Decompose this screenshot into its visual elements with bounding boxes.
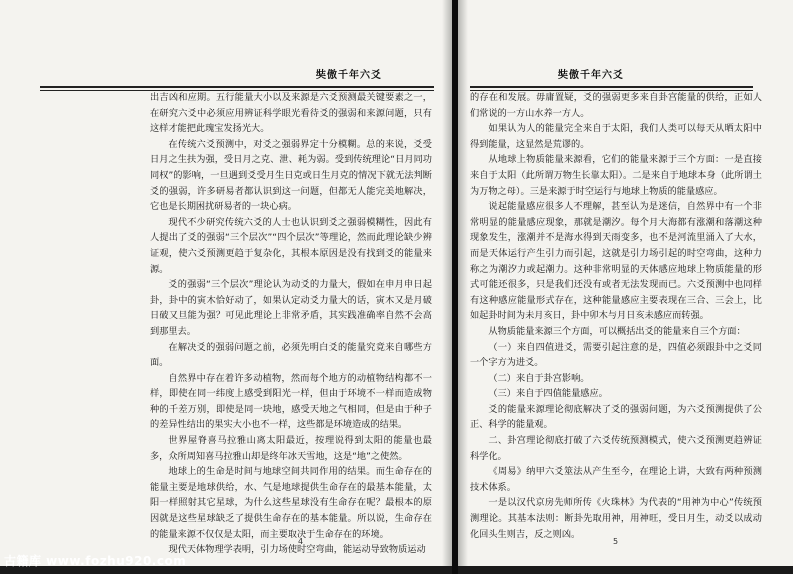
site-watermark: 古籍库 www.fozhu920.com <box>4 554 187 568</box>
paragraph: 从物质能量来源三个方面，可以概括出爻的能量来自三个方面： <box>488 325 746 337</box>
paragraph: 《周易》纳甲六爻筮法从产生至今，在理论上讲，大致有两种预测技术体系。 <box>470 466 762 493</box>
paragraph: （三）来自于四值能量感应。 <box>488 388 608 400</box>
paragraph: 爻的强弱“三个层次”理论认为动爻的力量大，假如在申月申日起卦，卦中的寅木恰好动了，如果认定动爻力量大的话，寅木又是月破日破又旦能为强？可见此理论上非常矛盾，其实践准确率自然不会高到那里去。 <box>150 279 432 337</box>
paragraph: 现代天体物理学表明，引力场使时空弯曲，能运动导致物质运动 <box>168 544 426 556</box>
page-edge-shadow <box>442 0 452 566</box>
paragraph: （二）来自于卦宫影响。 <box>488 372 590 384</box>
running-header: 奘傲千年六爻 <box>558 70 624 81</box>
right-page <box>458 0 793 566</box>
paragraph: 说起能量感应很多人不理解，甚至认为是迷信，自然界中有一个非常明显的能量感应现象，那就是潮汐。每个月大海都有涨潮和落潮这种现象发生，涨潮并不是海水得到天雨变多，也不是河流里涌入了大水，而是天体运行产生引力而引起，这就是引力场引起的时空弯曲，这种力称之为潮汐力或起潮力。这种非常明显的天体感应地球上物质能量的形式可能还很多，只是我们还没有或者无法发现而已。六爻预测中也同样有这种感应能量形式存在，这种能量感应主要表现在三合、三会上，比如起卦时间为未月亥日，卦中卯木与月日亥未感应而转强。 <box>470 201 762 322</box>
paragraph: 在传统六爻预测中，对爻之强弱界定十分模糊。总的来说，爻受日月之生扶为强，受日月之克、泄、耗为弱。受到传统理论“日月同功同权”的影响，一旦遇到爻受月生日克或日生月克的情况下就无法判断爻的强弱，许多研易者都认识到这一问题，但都无人能完美地解决，它也是长期困扰研易者的一块心病。 <box>150 138 432 213</box>
running-header: 奘傲千年六爻 <box>316 70 382 81</box>
body-text <box>150 90 432 558</box>
page-number: 5 <box>613 537 619 546</box>
paragraph: 如果认为人的能量完全来自于太阳，我们人类可以每天从晒太阳中得到能量，这显然是荒谬的。 <box>470 123 762 150</box>
paragraph: 一是以汉代京房先师所传《火珠林》为代表的“用神为中心”传统预测理论。其基本法则：断卦先取用神，用神旺，受日月生，动爻以成动化回头生则吉，反之则凶。 <box>470 497 762 540</box>
page-number: 4 <box>298 537 304 546</box>
body-text <box>470 90 762 542</box>
paragraph: 现代不少研究传统六爻的人士也认识到爻之强弱模糊性，因此有人提出了爻的强弱“三个层次”“四个层次”等理论，然而此理论缺少辨证观，使六爻预测更趋于复杂化，其根本原因是没有找到爻的能量来源。 <box>150 216 432 275</box>
page-edge-shadow <box>458 0 468 566</box>
paragraph: 二、卦宫理论彻底打破了六爻传统预测模式，使六爻预测更趋辨证科学化。 <box>470 435 762 462</box>
paragraph: 在解决爻的强弱问题之前，必须先明白爻的能量究竟来自哪些方面。 <box>150 341 432 369</box>
paragraph: 的存在和发展。毋庸置疑，爻的强弱更多来自卦宫能量的供给，正如人们常说的一方山水养一方人。 <box>470 92 762 119</box>
paragraph: 爻的能量来源理论彻底解决了爻的强弱问题，为六爻预测提供了公正、科学的能量观。 <box>470 403 762 431</box>
paragraph: 从地球上物质能量来源看，它们的能量来源于三个方面：一是直接来自于太阳（此所谓万物生长靠太阳）。二是来自于地球本身（此所谓土为万物之母）。三是来源于时空运行与地球上物质的能量感应。 <box>470 154 762 197</box>
paragraph: 地球上的生命是时间与地球空间共同作用的结果。而生命存在的能量主要是地球供给，水、气是地球提供生命存在的最基本能量，太阳一样照射其它星球，为什么这些星球没有生命存在呢？最根本的原因就是这些星球缺乏了提供生命存在的基本能量。所以说，生命存在的能量来源不仅仅是太阳，而主要取决于生命存在的环境。 <box>150 466 432 540</box>
paragraph: 出吉凶和应期。五行能量大小以及来源是六爻预测最关键要素之一，在研究六爻中必须应用辨证科学眼光看待爻的强弱和来源问题，只有这样才能把此瑰宝发扬光大。 <box>150 92 432 135</box>
paragraph: （一）来自四值进爻，需要引起注意的是，四值必须跟卦中之爻同一个字方为进爻。 <box>470 341 762 369</box>
paragraph: 世界屋脊喜马拉雅山离太阳最近，按理说得到太阳的能量也最多，众所周知喜马拉雅山却是终年冰天雪地，这是“地”之使然。 <box>150 435 432 462</box>
paragraph: 自然界中存在着许多动植物，然而每个地方的动植物结构都不一样，即使在同一纬度上感受到阳光一样，但由于环境不一样而造成物种的千差万别，即使是同一块地，感受天地之气相同，但是由于种子的差异性结出的果实大小也不一样，这些都是环境造成的结果。 <box>150 372 432 431</box>
